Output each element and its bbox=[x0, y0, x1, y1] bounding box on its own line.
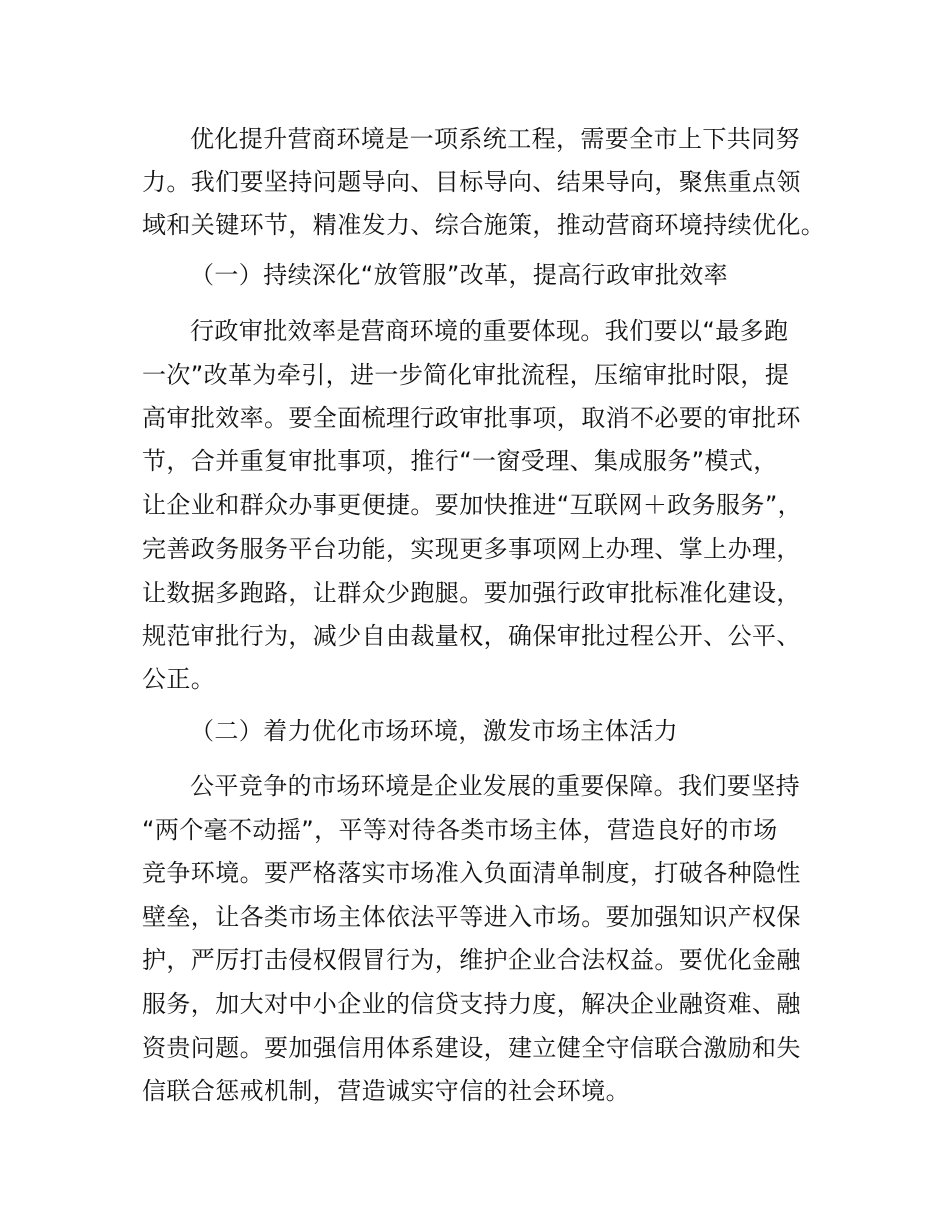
paragraph-line: 规范审批行为，减少自由裁量权，确保审批过程公开、公平、 bbox=[142, 622, 801, 650]
paragraph-line: 公正。 bbox=[142, 665, 216, 693]
paragraph-line: 让数据多跑路，让群众少跑腿。要加强行政审批标准化建设， bbox=[142, 579, 801, 607]
paragraph-line: 完善政务服务平台功能，实现更多事项网上办理、掌上办理， bbox=[142, 535, 801, 563]
paragraph-line: 域和关键环节，精准发力、综合施策，推动营商环境持续优化。 bbox=[142, 211, 826, 239]
paragraph-line: 高审批效率。要全面梳理行政审批事项，取消不必要的审批环 bbox=[142, 404, 801, 432]
paragraph-line: 行政审批效率是营商环境的重要体现。我们要以“最多跑 bbox=[190, 317, 789, 345]
paragraph-line: 优化提升营商环境是一项系统工程，需要全市上下共同努 bbox=[190, 125, 800, 153]
paragraph-line: 节，合并重复审批事项，推行“一窗受理、集成服务”模式， bbox=[142, 447, 778, 475]
section-heading-2: （二）着力优化市场环境，激发市场主体活力 bbox=[190, 717, 678, 745]
paragraph-line: 公平竞争的市场环境是企业发展的重要保障。我们要坚持 bbox=[190, 772, 800, 800]
paragraph-line: 信联合惩戒机制，营造诚实守信的社会环境。 bbox=[142, 1077, 630, 1105]
paragraph-line: 竞争环境。要严格落实市场准入负面清单制度，打破各种隐性 bbox=[142, 859, 801, 887]
paragraph-line: 资贵问题。要加强信用体系建设，建立健全守信联合激励和失 bbox=[142, 1034, 801, 1062]
paragraph-line: 服务，加大对中小企业的信贷支持力度，解决企业融资难、融 bbox=[142, 990, 801, 1018]
paragraph-line: 力。我们要坚持问题导向、目标导向、结果导向，聚焦重点领 bbox=[142, 168, 801, 196]
paragraph-line: 护，严厉打击侵权假冒行为，维护企业合法权益。要优化金融 bbox=[142, 946, 801, 974]
paragraph-line: 壁垒，让各类市场主体依法平等进入市场。要加强知识产权保 bbox=[142, 903, 801, 931]
paragraph-line: “两个毫不动摇”，平等对待各类市场主体，营造良好的市场 bbox=[142, 816, 778, 844]
paragraph-line: 让企业和群众办事更便捷。要加快推进“互联网＋政务服务”， bbox=[142, 491, 803, 519]
section-heading-1: （一）持续深化“放管服”改革，提高行政审批效率 bbox=[190, 261, 729, 289]
paragraph-line: 一次”改革为牵引，进一步简化审批流程，压缩审批时限，提 bbox=[142, 361, 790, 389]
